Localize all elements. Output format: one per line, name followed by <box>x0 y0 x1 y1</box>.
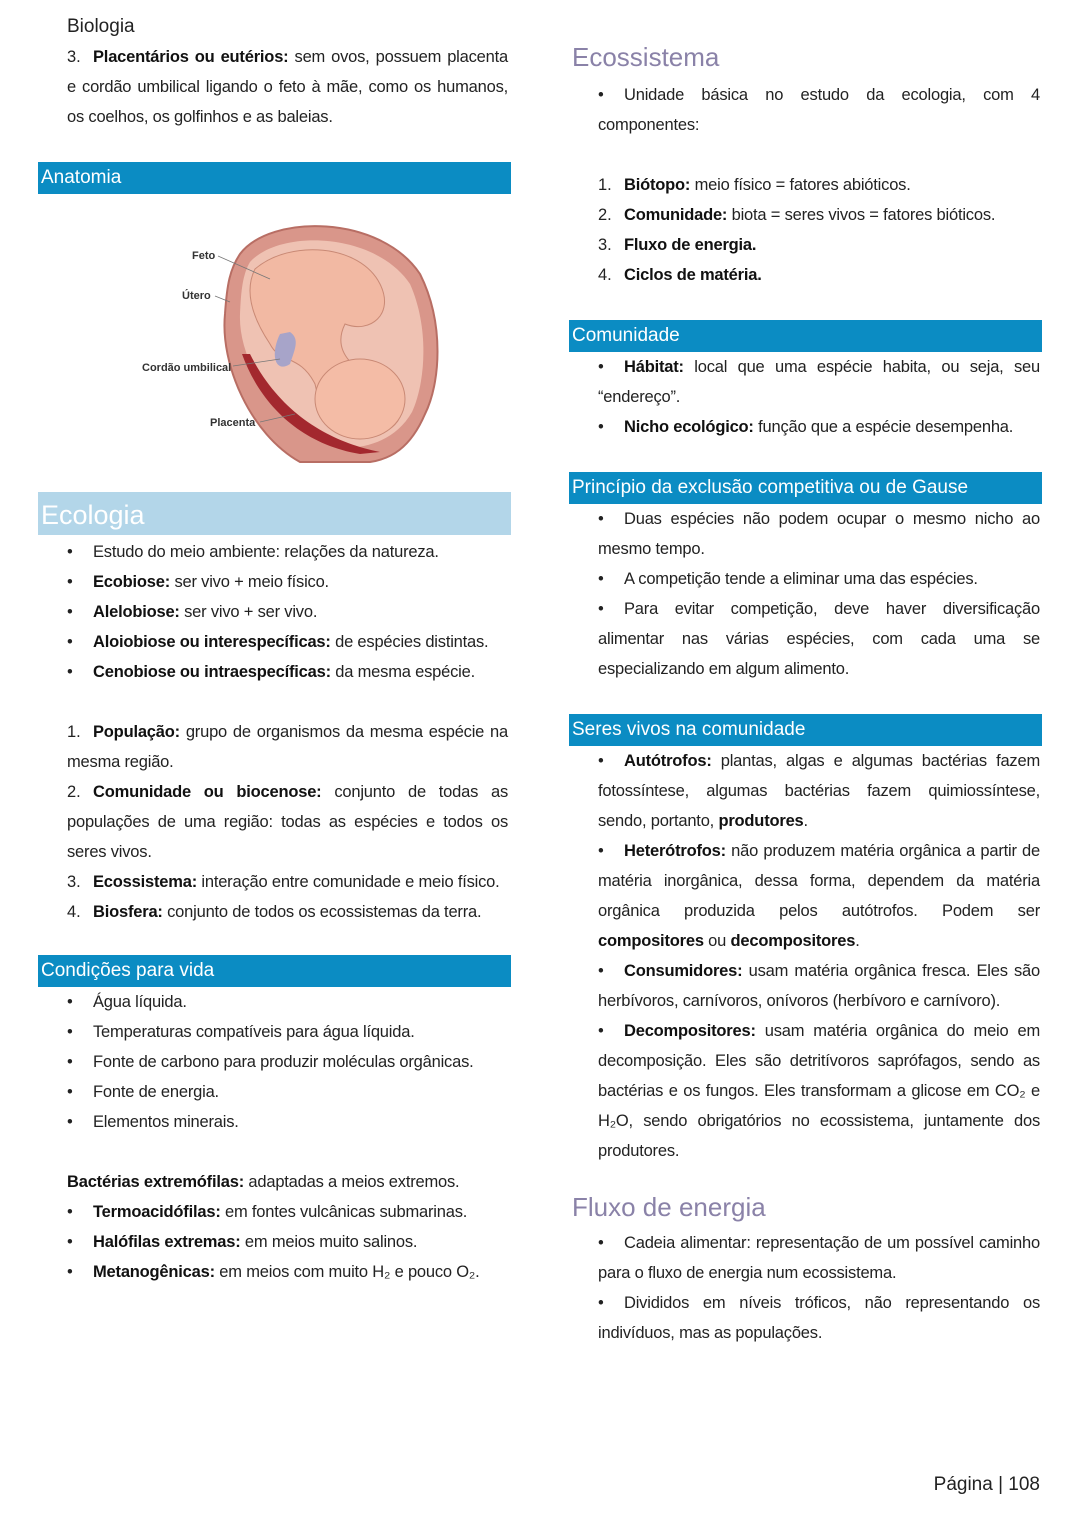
list-item <box>67 867 508 897</box>
section-bar-gause: Princípio da exclusão competitiva ou de Gause <box>569 472 1042 504</box>
text: Estudo do meio ambiente: relações da natureza. <box>93 543 439 561</box>
label-cordao-umbilical: Cordão umbilical <box>142 362 232 374</box>
text: . <box>855 932 860 950</box>
list-item <box>67 537 508 567</box>
bold-term: Ecobiose: <box>93 573 171 591</box>
label-feto: Feto <box>192 250 216 262</box>
fetus-anatomy-illustration <box>130 214 440 464</box>
bold-term: População: <box>93 723 180 741</box>
text: grupo de organismos da mesma espécie na mesma região. <box>67 723 508 771</box>
list-item <box>598 352 1040 412</box>
list-number: 2. <box>598 206 612 224</box>
list-item <box>67 717 508 777</box>
list-item <box>67 1167 508 1197</box>
section-bar-condicoes: Condições para vida <box>38 955 511 987</box>
list-number: 4. <box>598 266 612 284</box>
label-placenta: Placenta <box>210 417 256 429</box>
gause-bullets <box>598 504 1040 684</box>
text: Temperaturas compatíveis para água líquida. <box>93 1023 415 1041</box>
list-number: 4. <box>67 903 81 921</box>
bullet-icon: • <box>598 1234 604 1252</box>
list-item <box>598 80 1040 140</box>
bold-term: Placentários ou eutérios: <box>93 48 289 66</box>
bold-term: Hábitat: <box>624 358 684 376</box>
intro-list <box>67 42 508 132</box>
list-item <box>67 897 508 927</box>
text: ser vivo + ser vivo. <box>179 603 318 621</box>
bullet-icon: • <box>67 1083 73 1101</box>
bold-term: Biosfera: <box>93 903 163 921</box>
bold-term: Alelobiose: <box>93 603 180 621</box>
section-bar-anatomia: Anatomia <box>38 162 511 194</box>
running-header: Biologia <box>67 16 135 37</box>
bold-term: Aloiobiose ou interespecíficas: <box>93 633 331 651</box>
bullet-icon: • <box>67 543 73 561</box>
page-number: Página | 108 <box>933 1474 1040 1495</box>
bullet-icon: • <box>598 962 604 980</box>
list-item <box>67 627 508 657</box>
list-item <box>598 594 1040 684</box>
bullet-icon: • <box>598 86 604 104</box>
label-utero: Útero <box>182 290 211 302</box>
list-item <box>67 987 508 1017</box>
list-item <box>67 1197 508 1227</box>
bold-term: Halófilas extremas: <box>93 1233 241 1251</box>
comunidade-bullets <box>598 352 1040 442</box>
text: A competição tende a eliminar uma das espécies. <box>624 570 978 588</box>
text: sem ovos, possuem placenta e cordão umbilical ligando o feto à mãe, como os humanos, os coelhos, os golfinhos e as baleias. <box>67 48 508 126</box>
text: de espécies distintas. <box>330 633 489 651</box>
ecossistema-numbered <box>598 170 1040 290</box>
bullet-icon: • <box>67 1263 73 1281</box>
section-bar-comunidade: Comunidade <box>569 320 1042 352</box>
text: Para evitar competição, deve haver diversificação alimentar nas várias espécies, com cada uma se especializando em algum alimento. <box>598 600 1040 678</box>
text: da mesma espécie. <box>330 663 475 681</box>
heading-ecossistema: Ecossistema <box>572 42 720 72</box>
bullet-icon: • <box>598 570 604 588</box>
left-column <box>38 14 511 1287</box>
bold-term: Metanogênicas: <box>93 1263 215 1281</box>
text: Fonte de carbono para produzir moléculas orgânicas. <box>93 1053 474 1071</box>
text: Água líquida. <box>93 993 187 1011</box>
seres-vivos-bullets <box>598 746 1040 1166</box>
list-item <box>67 1227 508 1257</box>
list-item <box>598 1228 1040 1288</box>
bullet-icon: • <box>67 993 73 1011</box>
text: plantas, algas e algumas bactérias fazem fotossíntese, algumas bactérias fazem quimiossíntese, sendo, portanto, <box>598 752 1040 830</box>
list-number: 3. <box>598 236 612 254</box>
bullet-icon: • <box>598 842 604 860</box>
list-item <box>67 1257 508 1287</box>
bullet-icon: • <box>67 663 73 681</box>
list-item <box>598 836 1040 956</box>
list-item <box>598 746 1040 836</box>
bold-term: Cenobiose ou intraespecíficas: <box>93 663 331 681</box>
bullet-icon: • <box>67 603 73 621</box>
bullet-icon: • <box>67 1113 73 1131</box>
text: usam matéria orgânica do meio em decomposição. Eles são detritívoros saprófagos, sendo as bactérias e os fungos. Eles transformam a glicose em CO₂ e H₂O, sendo obrigatórios no ecossistema, juntamente dos produtores. <box>598 1022 1040 1160</box>
condicoes-bullets <box>67 987 508 1137</box>
bold-term: Fluxo de energia. <box>624 236 757 254</box>
list-item <box>67 42 508 132</box>
bold-term: Termoacidófilas: <box>93 1203 221 1221</box>
list-number: 2. <box>67 783 81 801</box>
bullet-icon: • <box>67 1023 73 1041</box>
list-item <box>67 567 508 597</box>
bullet-icon: • <box>598 358 604 376</box>
list-item <box>67 1107 508 1137</box>
text: biota = seres vivos = fatores bióticos. <box>727 206 996 224</box>
text: adaptadas a meios extremos. <box>244 1173 460 1191</box>
bullet-icon: • <box>67 1053 73 1071</box>
text: função que a espécie desempenha. <box>753 418 1014 436</box>
bullet-icon: • <box>67 573 73 591</box>
ecologia-numbered <box>67 717 508 927</box>
text: ou <box>703 932 731 950</box>
bullet-icon: • <box>598 752 604 770</box>
bullet-icon: • <box>598 418 604 436</box>
bullet-icon: • <box>598 510 604 528</box>
text: conjunto de todos os ecossistemas da terra. <box>162 903 482 921</box>
text: Duas espécies não podem ocupar o mesmo nicho ao mesmo tempo. <box>598 510 1040 558</box>
list-item <box>598 956 1040 1016</box>
list-item <box>67 597 508 627</box>
list-item <box>67 1017 508 1047</box>
list-item <box>598 230 1040 260</box>
list-item <box>598 412 1040 442</box>
list-number: 1. <box>67 723 81 741</box>
list-item <box>598 504 1040 564</box>
bold-term: Comunidade ou biocenose: <box>93 783 322 801</box>
text: interação entre comunidade e meio físico. <box>197 873 500 891</box>
list-number: 3. <box>67 48 81 66</box>
text: usam matéria orgânica fresca. Eles são herbívoros, carnívoros, onívoros (herbívoro e carnívoro). <box>598 962 1040 1010</box>
bold-term: Autótrofos: <box>624 752 712 770</box>
text: meio físico = fatores abióticos. <box>690 176 911 194</box>
list-item <box>598 260 1040 290</box>
heading-fluxo-de-energia: Fluxo de energia <box>572 1192 766 1222</box>
bullet-icon: • <box>598 1022 604 1040</box>
bullet-icon: • <box>67 633 73 651</box>
text: conjunto de todas as populações de uma região: todas as espécies e todos os seres vivos. <box>67 783 509 861</box>
list-item <box>598 564 1040 594</box>
text: Divididos em níveis tróficos, não representando os indivíduos, mas as populações. <box>598 1294 1040 1342</box>
text: . <box>803 812 808 830</box>
bullet-icon: • <box>598 600 604 618</box>
bold-term: Bactérias extremófilas: <box>67 1173 244 1191</box>
bold-term: Ecossistema: <box>93 873 197 891</box>
text: ser vivo + meio físico. <box>170 573 329 591</box>
list-number: 1. <box>598 176 612 194</box>
list-item <box>67 777 508 867</box>
bold-term: Comunidade: <box>624 206 728 224</box>
text: não produzem matéria orgânica a partir de matéria inorgânica, dessa forma, dependem da matéria orgânica produzida pelos autótrofos. Podem ser <box>598 842 1040 920</box>
text: Elementos minerais. <box>93 1113 239 1131</box>
text: Cadeia alimentar: representação de um possível caminho para o fluxo de energia num ecossistema. <box>598 1234 1040 1282</box>
bold-term: Heterótrofos: <box>624 842 726 860</box>
text: Fonte de energia. <box>93 1083 219 1101</box>
list-item <box>67 1047 508 1077</box>
bold-term: Consumidores: <box>624 962 743 980</box>
text: local que uma espécie habita, ou seja, seu “endereço”. <box>598 358 1040 406</box>
bold-term: Ciclos de matéria. <box>624 266 762 284</box>
text: Unidade básica no estudo da ecologia, com 4 componentes: <box>598 86 1040 134</box>
list-item <box>598 1288 1040 1348</box>
fluxo-bullets <box>598 1228 1040 1348</box>
list-item <box>67 1077 508 1107</box>
bacterias-list <box>67 1167 508 1287</box>
text: em meios com muito H₂ e pouco O₂. <box>214 1263 480 1281</box>
list-item <box>598 200 1040 230</box>
bullet-icon: • <box>67 1233 73 1251</box>
bold-term: compositores <box>598 932 704 950</box>
list-number: 3. <box>67 873 81 891</box>
list-item <box>67 657 508 687</box>
bullet-icon: • <box>598 1294 604 1312</box>
bold-term: produtores <box>718 812 804 830</box>
ecologia-bullets <box>67 537 508 687</box>
text: em fontes vulcânicas submarinas. <box>220 1203 468 1221</box>
right-column <box>569 40 1042 1348</box>
section-bar-seres-vivos: Seres vivos na comunidade <box>569 714 1042 746</box>
bullet-icon: • <box>67 1203 73 1221</box>
list-item <box>598 170 1040 200</box>
list-item <box>598 1016 1040 1166</box>
ecossistema-bullets <box>598 80 1040 140</box>
text: em meios muito salinos. <box>240 1233 418 1251</box>
bold-term: decompositores <box>730 932 856 950</box>
bold-term: Decompositores: <box>624 1022 756 1040</box>
section-bar-ecologia: Ecologia <box>38 492 511 535</box>
bold-term: Nicho ecológico: <box>624 418 754 436</box>
bold-term: Biótopo: <box>624 176 691 194</box>
